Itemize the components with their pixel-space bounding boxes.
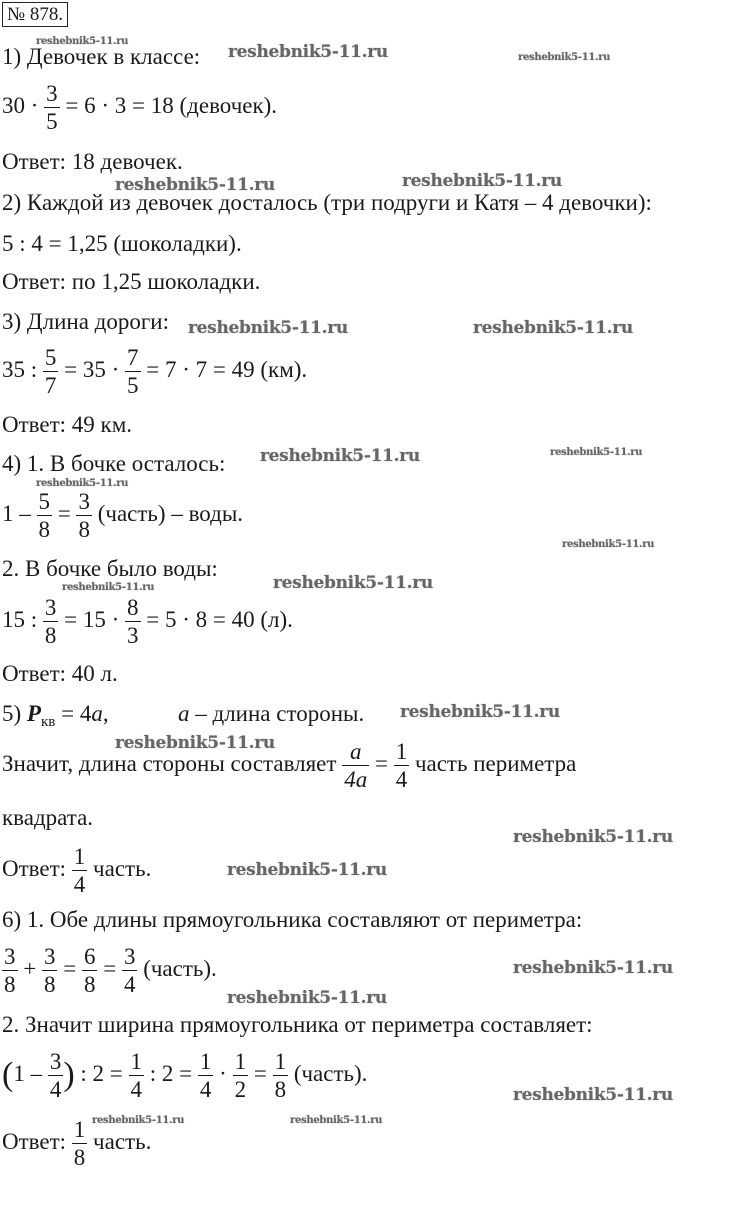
part3-answer: Ответ: 49 км.	[2, 412, 133, 437]
eq-text: = 7 · 7 = 49 (км).	[146, 356, 308, 382]
watermark: reshebnik5-11.ru	[115, 175, 275, 195]
subscript: кв	[40, 714, 56, 730]
eq-text: 1 –	[13, 1060, 43, 1086]
eq-text: : 2 =	[149, 1060, 193, 1086]
part2-answer: Ответ: по 1,25 шоколадки.	[2, 269, 261, 294]
eq-text: часть периметра	[414, 750, 577, 776]
eq-text: (	[2, 1055, 14, 1093]
part5-line-c: квадрата.	[2, 805, 94, 830]
watermark: reshebnik5-11.ru	[562, 539, 655, 550]
part4-answer: Ответ: 40 л.	[2, 661, 118, 686]
watermark: reshebnik5-11.ru	[518, 52, 611, 63]
watermark: reshebnik5-11.ru	[290, 1115, 383, 1126]
watermark: reshebnik5-11.ru	[92, 1115, 185, 1126]
watermark: reshebnik5-11.ru	[402, 171, 562, 191]
eq-text: +	[23, 955, 37, 981]
eq-text: = 5 · 8 = 40 (л).	[146, 606, 293, 632]
part6-equation1	[2, 945, 217, 996]
fraction: $\frac{3}{4}$	[123, 944, 136, 997]
eq-text: =	[253, 1060, 267, 1086]
fraction: $\frac{3}{8}$	[44, 595, 57, 648]
eq-text: Значит, длина стороны составляет	[2, 750, 337, 776]
eq-text: )	[63, 1055, 75, 1093]
fraction: $\frac{1}{4}$	[130, 1049, 143, 1102]
eq-text: часть.	[93, 855, 152, 881]
eq-text: = 15 ·	[64, 606, 120, 632]
watermark: reshebnik5-11.ru	[550, 447, 643, 458]
eq-text: Ответ:	[2, 1128, 67, 1154]
part1-equation	[2, 82, 277, 133]
watermark: reshebnik5-11.ru	[473, 318, 633, 338]
part6-equation2	[2, 1050, 367, 1101]
fraction: $\frac{7}{5}$	[127, 345, 139, 398]
eq-text: =	[57, 500, 71, 526]
problem-number: № 878.	[2, 2, 68, 27]
watermark: reshebnik5-11.ru	[400, 702, 560, 722]
part4-title: 4) 1. В бочке осталось:	[2, 451, 226, 476]
part6-title: 6) 1. Обе длины прямоугольника составляют от периметра:	[2, 907, 583, 932]
eq-text: – длина стороны.	[195, 701, 365, 726]
watermark: reshebnik5-11.ru	[260, 446, 420, 466]
eq-text: (часть).	[293, 1060, 368, 1086]
watermark: reshebnik5-11.ru	[36, 36, 129, 47]
eq-text: ,	[102, 701, 109, 726]
fraction: $\frac{1}{4}$	[199, 1049, 212, 1102]
eq-text: =	[374, 750, 388, 776]
fraction: $\frac{1}{2}$	[234, 1049, 247, 1102]
part2-title: 2) Каждой из девочек досталось (три подруги и Катя – 4 девочки):	[2, 190, 652, 215]
part5-answer	[2, 845, 151, 896]
watermark: reshebnik5-11.ru	[62, 582, 155, 593]
watermark: reshebnik5-11.ru	[36, 478, 129, 489]
fraction: $\frac{5}{8}$	[38, 489, 50, 542]
fraction: $\frac{a}{4a}$	[344, 739, 368, 792]
eq-text: 1 –	[2, 500, 31, 526]
fraction: $\frac{1}{4}$	[73, 844, 86, 897]
var-a: a	[178, 701, 190, 726]
part1-answer: Ответ: 18 девочек.	[2, 149, 183, 174]
eq-text: = 6 · 3 = 18 (девочек).	[65, 92, 278, 118]
perimeter-symbol: P	[26, 701, 41, 726]
eq-text: ·	[219, 1060, 227, 1086]
fraction: $\frac{8}{3}$	[127, 595, 139, 648]
fraction: $\frac{1}{8}$	[73, 1117, 86, 1170]
eq-text: =	[63, 955, 77, 981]
eq-text: 30 ·	[2, 92, 39, 118]
fraction: $\frac{3}{8}$	[78, 489, 90, 542]
eq-text: = 4	[61, 701, 92, 726]
part6-sub2: 2. Значит ширина прямоугольника от периметра составляет:	[2, 1012, 593, 1037]
fraction: $\frac{3}{5}$	[46, 81, 58, 134]
fraction: $\frac{3}{4}$	[49, 1049, 62, 1102]
part2-equation: 5 : 4 = 1,25 (шоколадки).	[2, 231, 242, 256]
fraction: $\frac{3}{8}$	[43, 944, 56, 997]
eq-text: 15 :	[2, 606, 38, 632]
part1-title: 1) Девочек в классе:	[2, 44, 201, 69]
watermark: reshebnik5-11.ru	[273, 573, 433, 593]
eq-text: (часть).	[143, 955, 217, 981]
var-a: a	[91, 701, 103, 726]
part5-definition	[178, 702, 364, 725]
fraction: $\frac{5}{7}$	[44, 345, 57, 398]
part3-equation	[2, 346, 307, 397]
eq-text: =	[103, 955, 117, 981]
eq-text: = 35 ·	[64, 356, 120, 382]
watermark: reshebnik5-11.ru	[227, 988, 387, 1008]
part3-title: 3) Длина дороги:	[2, 309, 169, 334]
part4-equation1	[2, 490, 243, 541]
eq-text: : 2 =	[80, 1060, 123, 1086]
fraction: $\frac{1}{8}$	[274, 1049, 287, 1102]
fraction: $\frac{1}{4}$	[395, 739, 408, 792]
watermark: reshebnik5-11.ru	[227, 860, 387, 880]
part5-line	[2, 740, 576, 791]
eq-text: 35 :	[2, 356, 38, 382]
watermark: reshebnik5-11.ru	[513, 958, 673, 978]
eq-text: 5)	[2, 701, 22, 726]
eq-text: (часть) – воды.	[97, 500, 244, 526]
watermark: reshebnik5-11.ru	[115, 733, 275, 753]
eq-text: часть.	[93, 1128, 152, 1154]
eq-text: Ответ:	[2, 855, 67, 881]
watermark: reshebnik5-11.ru	[228, 42, 388, 62]
watermark: reshebnik5-11.ru	[513, 1085, 673, 1105]
fraction: $\frac{6}{8}$	[83, 944, 96, 997]
part5-perimeter	[2, 702, 109, 730]
part4-sub2: 2. В бочке было воды:	[2, 556, 218, 581]
watermark: reshebnik5-11.ru	[188, 318, 348, 338]
watermark: reshebnik5-11.ru	[513, 827, 673, 847]
part4-equation2	[2, 596, 293, 647]
fraction: $\frac{3}{8}$	[4, 944, 16, 997]
